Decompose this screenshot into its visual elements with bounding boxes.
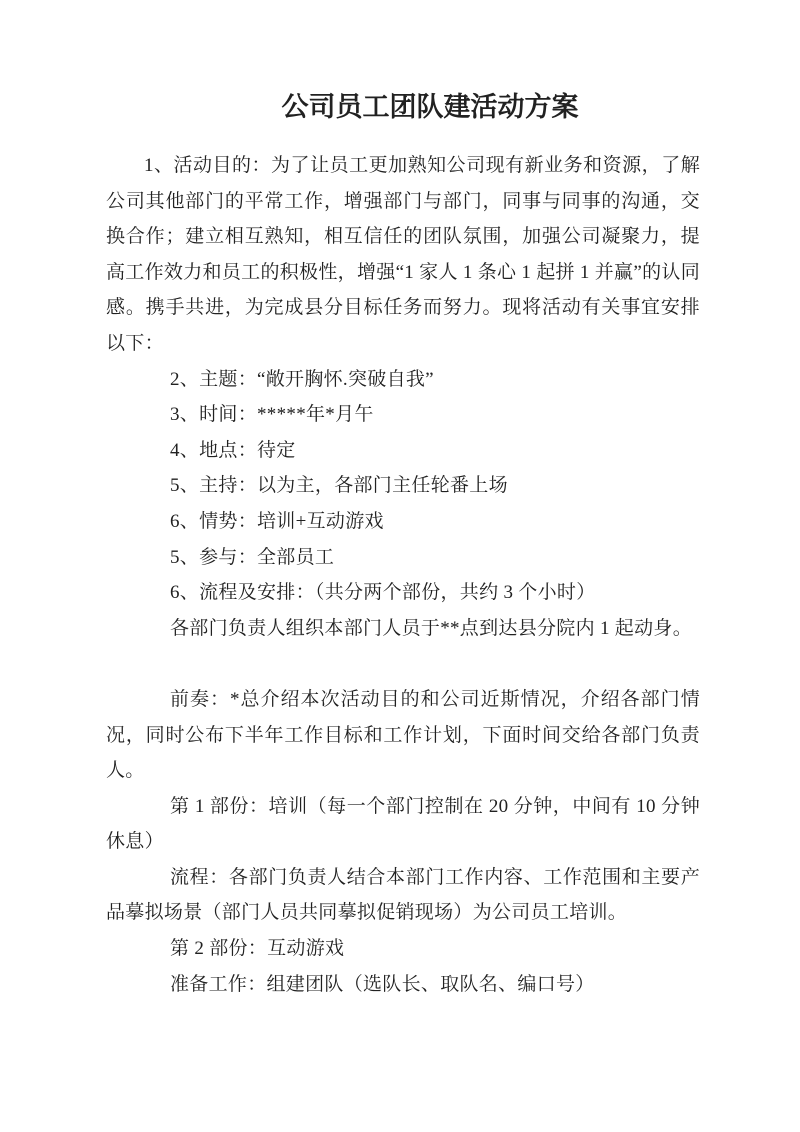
paragraph-time: 3、时间：*****年*月午 bbox=[170, 404, 374, 426]
paragraph-assembly: 各部门负责人组织本部门人员于**点到达县分院内 1 起动身。 bbox=[170, 617, 693, 639]
paragraph-part2-games: 第 2 部份：互动游戏 bbox=[170, 938, 345, 960]
paragraph-part1-training: 第 1 部份：培训（每一个部门控制在 20 分钟，中间有 10 分钟休息） bbox=[106, 795, 700, 853]
paragraph-location: 4、地点：待定 bbox=[170, 439, 296, 461]
paragraph-host: 5、主持：以为主，各部门主任轮番上场 bbox=[170, 475, 508, 497]
document-title: 公司员工团队建活动方案 bbox=[281, 92, 579, 122]
paragraph-participants: 5、参与：全部员工 bbox=[170, 546, 335, 568]
blank-line-spacer bbox=[106, 646, 700, 682]
paragraph-part2-preparation: 准备工作：组建团队（选队长、取队名、编口号） bbox=[170, 973, 595, 995]
paragraph-format: 6、情势：培训+互动游戏 bbox=[170, 510, 384, 532]
paragraph-part1-process: 流程：各部门负责人结合本部门工作内容、工作范围和主要产品摹拟场景（部门人员共同摹拟促销现场）为公司员工培训。 bbox=[106, 866, 700, 924]
paragraph-activity-purpose: 1、活动目的：为了让员工更加熟知公司现有新业务和资源，了解公司其他部门的平常工作，增强部门与部门，同事与同事的沟通，交换合作；建立相互熟知，相互信任的团队氛围，加强公司凝聚力，提高工作效力和员工的积极性，增强“1 家人 1 条心 1 起拼 1 并赢”的认同感。携手共进，为完成县分目标任务而努力。现将活动有关事宜安排以下： bbox=[106, 155, 700, 354]
paragraph-theme: 2、主题：“敞开胸怀.突破自我” bbox=[170, 368, 434, 390]
paragraph-process-overview: 6、流程及安排：（共分两个部份，共约 3 个小时） bbox=[170, 582, 596, 604]
paragraph-prelude: 前奏：*总介绍本次活动目的和公司近斯情况，介绍各部门情况，同时公布下半年工作目标和工作计划，下面时间交给各部门负责人。 bbox=[106, 688, 700, 782]
